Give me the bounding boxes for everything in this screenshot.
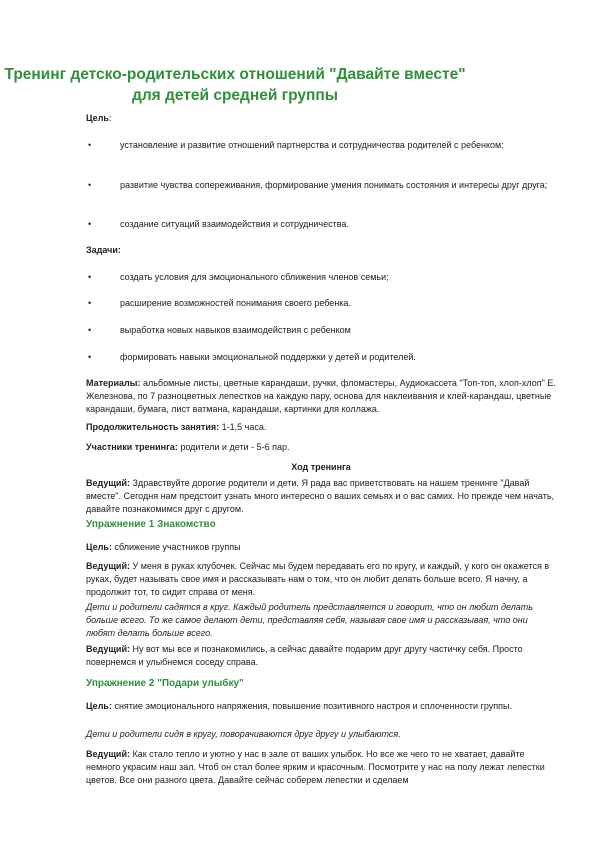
- exercise2-title: Упражнение 2 "Подари улыбку": [86, 678, 244, 689]
- task-item: • расширение возможностей понимания своего ребенка.: [88, 298, 351, 308]
- exercise1-title: Упражнение 1 Знакомство: [86, 519, 216, 530]
- document-title: Тренинг детско-родительских отношений "Давайте вместе" для детей средней группы: [4, 66, 466, 104]
- exercise2-lead: Ведущий: Как стало тепло и уютно у нас в зале от ваших улыбок. Но все же чего то не хватает, давайте немного украсим наш зал. Чтоб он стал более ярким и красочным. Посмотрите у нас на полу лежат лепестки цветов. Все они разного цвета. Давайте сейчас соберем лепестки и сделаем: [86, 749, 545, 785]
- tasks-heading: Задачи:: [86, 245, 121, 255]
- exercise1-instruction: Дети и родители садятся в круг. Каждый родитель представляется и говорит, что он любит делать больше всего. То же самое делают дети, представляя себя, называя свое имя и рассказывая, что они любят делать больше всего.: [86, 602, 534, 638]
- task-item: • формировать навыки эмоциональной поддержки у детей и родителей.: [88, 352, 416, 362]
- exercise1-goal: Цель: сближение участников группы: [86, 542, 241, 552]
- goal-item: • установление и развитие отношений партнерства и сотрудничества родителей с ребенком;: [88, 140, 504, 150]
- goal-heading: Цель:: [86, 113, 112, 123]
- course-heading: Ход тренинга: [291, 462, 351, 472]
- exercise2-goal: Цель: снятие эмоционального напряжения, повышение позитивного настроя и сплоченности группы.: [86, 701, 512, 711]
- task-item: • создать условия для эмоционального сближения членов семьи;: [88, 272, 389, 282]
- exercise1-lead2: Ведущий: Ну вот мы все и познакомились, а сейчас давайте подарим друг другу частичку себя. Просто повернемся и улыбнемся соседу справа.: [86, 644, 523, 667]
- materials-paragraph: Материалы: альбомные листы, цветные карандаши, ручки, фломастеры, Аудиокассета "Топ-топ, хлоп-хлоп" Е. Железнова, по 7 разноцветных лепестков на каждую пару, основа для наклеивания и клей-карандаш, цветные карандаши, бумага, лист ватмана, карандаши, картинки для коллажа.: [86, 378, 556, 414]
- task-item: • выработка новых навыков взаимодействия с ребенком: [88, 325, 351, 335]
- exercise1-lead: Ведущий: У меня в руках клубочек. Сейчас мы будем передавать его по кругу, и каждый, у кого он окажется в руках, будет называть свое имя и рассказывать нам о том, что он любит делать больше всего. Я начну, а продолжит тот, то сидит справа от меня.: [86, 561, 550, 597]
- duration-paragraph: Продолжительность занятия: 1-1,5 часа.: [86, 422, 267, 432]
- intro-paragraph: Ведущий: Здравствуйте дорогие родители и дети. Я рада вас приветствовать на нашем тренинге "Давай вместе". Сегодня нам предстоит узнать много интересно о ваших семьях и о вас самих. Но прежде чем начать, давайте познакомимся друг с другом.: [86, 478, 555, 514]
- participants-paragraph: Участники тренинга: родители и дети - 5-6 пар.: [86, 442, 290, 452]
- exercise2-instruction: Дети и родители сидя в кругу, поворачиваются друг другу и улыбаются.: [86, 729, 401, 739]
- goal-item: • развитие чувства сопереживания, формирование умения понимать состояния и интересы друг друга;: [88, 180, 548, 190]
- goal-item: • создание ситуаций взаимодействия и сотрудничества.: [88, 219, 349, 229]
